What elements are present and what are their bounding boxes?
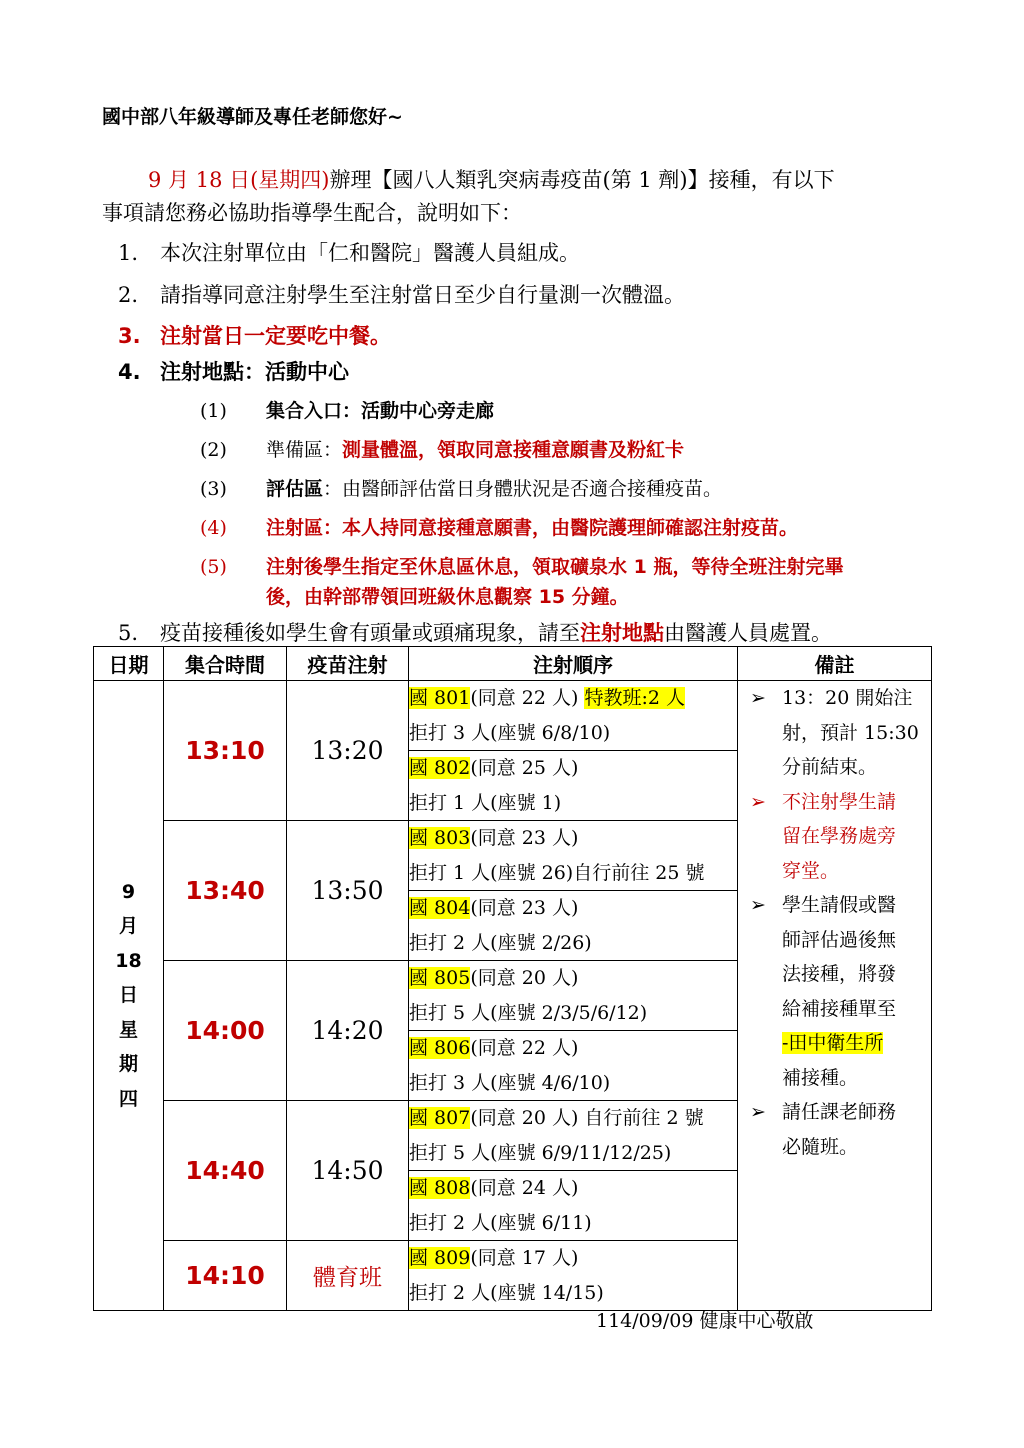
class-label: 國 806: [409, 1037, 471, 1059]
order-line: [409, 926, 737, 961]
note-line-highlight: -田中衛生所: [782, 1032, 884, 1054]
order-text: (同意 24 人): [470, 1177, 579, 1199]
item-text: 本次注射單位由「仁和醫院」醫護人員組成。: [160, 241, 580, 265]
vaccine-time: 14:50: [287, 1101, 409, 1241]
class-label: 國 807: [409, 1107, 471, 1129]
note-line: 13：20 開始注: [782, 687, 913, 709]
subitem-number: (1): [200, 400, 227, 422]
header-date: 日期: [94, 647, 164, 681]
order-text: 拒打 2 人(座號 14/15): [409, 1281, 604, 1304]
order-line: [409, 1136, 737, 1172]
order-line: [409, 891, 737, 926]
order-text: (同意 22 人): [470, 1037, 579, 1059]
intro-text: 辦理【國八人類乳突病毒疫苗(第 1 劑)】接種，有以下: [329, 168, 835, 192]
order-line: [409, 821, 737, 856]
item-number: 3.: [118, 324, 141, 348]
class-label: 國 804: [409, 897, 471, 919]
subitem-4: [200, 513, 798, 540]
subitem-label: 注射後學生指定至休息區休息，領取礦泉水 1 瓶，等待全班注射完畢: [266, 556, 844, 578]
note-2: [738, 785, 931, 889]
date-char: 星: [118, 1018, 138, 1041]
gather-time: 13:10: [164, 681, 287, 821]
subitem-3: [200, 474, 722, 501]
subitem-label: 準備區：: [266, 439, 343, 461]
item-text: 注射地點：活動中心: [160, 360, 349, 384]
date-char: 月: [118, 915, 138, 938]
item-text: 注射當日一定要吃中餐。: [160, 324, 391, 348]
gather-time: 14:40: [164, 1101, 287, 1241]
order-text: 拒打 1 人(座號 26)自行前往 25 號: [409, 861, 705, 884]
item-text: 疫苗接種後如學生會有頭暈或頭痛現象，請至: [160, 621, 580, 645]
note-line: 法接種，將發: [782, 963, 897, 985]
header-order: 注射順序: [409, 647, 738, 681]
order-line: [409, 786, 737, 821]
date-char: 日: [118, 984, 138, 1007]
note-4: [738, 1095, 931, 1164]
class-label: 國 801: [409, 687, 471, 709]
item-text: 請指導同意注射學生至注射當日至少自行量測一次體溫。: [160, 283, 685, 307]
note-line: 留在學務處旁: [782, 825, 897, 847]
class-label: 國 803: [409, 827, 471, 849]
order-cell: [409, 1101, 738, 1241]
notes-cell: [738, 681, 932, 1311]
gather-time: 14:10: [164, 1241, 287, 1311]
intro-line-1: [148, 164, 835, 194]
order-text: (同意 17 人): [470, 1247, 579, 1269]
order-text: 拒打 3 人(座號 6/8/10): [409, 721, 611, 744]
footer-signature: 114/09/09 健康中心敬啟: [596, 1310, 814, 1332]
subitem-number: (3): [200, 478, 227, 500]
order-text: 拒打 2 人(座號 2/26): [409, 931, 592, 954]
date-char: 期: [118, 1053, 138, 1076]
class-label: 國 809: [409, 1247, 471, 1269]
note-line: 請任課老師務: [782, 1101, 897, 1123]
subitem-number: (2): [200, 439, 227, 461]
item-2: [118, 279, 685, 309]
order-text: 拒打 1 人(座號 1): [409, 791, 562, 814]
order-text: 拒打 5 人(座號 6/9/11/12/25): [409, 1141, 672, 1164]
class-label: 國 808: [409, 1177, 471, 1199]
order-text: (同意 25 人): [470, 757, 579, 779]
subitem-label: 評估區: [266, 478, 324, 500]
schedule-table: [93, 646, 932, 1311]
subitem-5-continued: 後，由幹部帶領回班級休息觀察 15 分鐘。: [266, 586, 629, 608]
item-4: [118, 356, 349, 386]
gather-time: 13:40: [164, 821, 287, 961]
class-label: 國 805: [409, 967, 471, 989]
subitem-detail: 測量體溫，領取同意接種意願書及粉紅卡: [342, 439, 685, 461]
item-1: [118, 237, 580, 267]
note-line: 不注射學生請: [782, 790, 897, 813]
order-line: [409, 961, 737, 996]
class-label: 國 802: [409, 757, 471, 779]
order-line: [409, 1206, 737, 1241]
subitem-label: 集合入口：活動中心旁走廊: [266, 400, 495, 422]
order-text: (同意 23 人): [470, 827, 579, 849]
note-line: 必隨班。: [782, 1135, 859, 1158]
order-line: [409, 751, 737, 786]
arrow-icon: ➢: [750, 894, 766, 916]
order-cell: [409, 821, 738, 961]
subitem-1: [200, 396, 494, 423]
order-cell: [409, 1241, 738, 1311]
order-line: [409, 681, 737, 716]
note-line: 射，預計 15:30: [782, 721, 919, 744]
date-cell: [94, 681, 164, 1311]
arrow-icon: ➢: [750, 790, 766, 813]
subitem-detail: ：由醫師評估當日身體狀況是否適合接種疫苗。: [323, 478, 723, 500]
vaccine-time: 13:50: [287, 821, 409, 961]
note-3: [738, 888, 931, 1095]
order-text: 拒打 3 人(座號 4/6/10): [409, 1071, 611, 1094]
note-line: 補接種。: [782, 1066, 859, 1089]
order-line: [409, 1066, 737, 1101]
gather-time: 14:00: [164, 961, 287, 1101]
table-header-row: [94, 647, 932, 681]
order-text: (同意 20 人): [470, 967, 579, 989]
note-line: 分前結束。: [782, 756, 878, 778]
note-line: 穿堂。: [782, 859, 840, 882]
date-char: 四: [118, 1087, 138, 1110]
intro-date: 9 月 18 日(星期四): [148, 168, 330, 192]
subitem-5: [200, 552, 843, 579]
header-gather-time: 集合時間: [164, 647, 287, 681]
vaccine-time: 體育班: [287, 1241, 409, 1311]
item-number: 5.: [118, 621, 139, 645]
vaccine-time: 14:20: [287, 961, 409, 1101]
greeting: 國中部八年級導師及專任老師您好~: [102, 106, 403, 128]
table-row: [94, 681, 932, 821]
order-text: 拒打 2 人(座號 6/11): [409, 1211, 592, 1234]
item-number: 2.: [118, 283, 139, 307]
order-line: [409, 996, 737, 1032]
vaccine-time: 13:20: [287, 681, 409, 821]
special-class-label: 特教班:2 人: [584, 687, 685, 709]
note-line: 師評估過後無: [782, 928, 897, 951]
order-cell: [409, 681, 738, 821]
arrow-icon: ➢: [750, 687, 766, 709]
subitem-number: (5): [200, 556, 227, 578]
subitem-number: (4): [200, 517, 227, 539]
order-text: (同意 22 人): [470, 687, 579, 709]
item-number: 1.: [118, 241, 139, 265]
date-char: 9: [121, 880, 136, 903]
item-highlight: 注射地點: [580, 621, 664, 645]
item-text-end: 由醫護人員處置。: [664, 621, 832, 645]
order-line: [409, 1241, 737, 1276]
subitem-label: 注射區：本人持同意接種意願書，由醫院護理師確認注射疫苗。: [266, 517, 799, 539]
intro-line-2: 事項請您務必協助指導學生配合，說明如下：: [102, 201, 522, 225]
order-line: [409, 716, 737, 752]
item-5: [118, 617, 832, 647]
date-char: 18: [115, 949, 142, 972]
item-3: [118, 320, 391, 350]
order-line: [409, 1171, 737, 1206]
order-line: [409, 856, 737, 892]
note-line: 學生請假或醫: [782, 894, 897, 916]
item-number: 4.: [118, 360, 141, 384]
note-1: [738, 681, 931, 785]
order-text: (同意 20 人) 自行前往 2 號: [470, 1107, 704, 1129]
subitem-2: [200, 435, 684, 462]
header-notes: 備註: [738, 647, 932, 681]
arrow-icon: ➢: [750, 1101, 766, 1123]
order-cell: [409, 961, 738, 1101]
note-line: 給補接種單至: [782, 997, 897, 1020]
order-text: (同意 23 人): [470, 897, 579, 919]
order-text: 拒打 5 人(座號 2/3/5/6/12): [409, 1001, 648, 1024]
order-line: [409, 1276, 737, 1311]
order-line: [409, 1031, 737, 1066]
header-vaccine-time: 疫苗注射: [287, 647, 409, 681]
order-line: [409, 1101, 737, 1136]
